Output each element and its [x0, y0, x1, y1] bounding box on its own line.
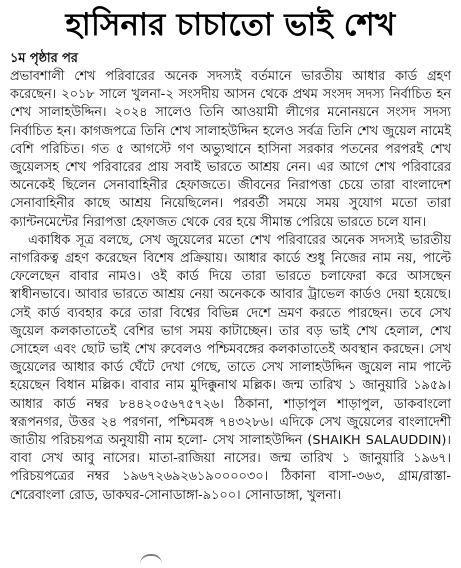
article-headline: হাসিনার চাচাতো ভাই শেখ: [65, 7, 396, 43]
paragraph-1: প্রভাবশালী শেখ পরিবারের অনেক সদস্যই বর্তমানে ভারতীয় আধার কার্ড গ্রহণ করেছেন। ২০১৮ সালে খুলনা-২ সংসদীয় আসন থেকে প্রথম সংসদ সদস্য নির্বাচিত হন শেখ সালাহউদ্দিন। ২০২৪ সালেও তিনি আওয়ামী লীগের মনোনয়নে সংসদ সদস্য নির্বাচিত হন। কাগজপত্রে তিনি শেখ সালাহউদ্দিন হলেও সর্বত্র তিনি শেখ জুয়েল নামেই বেশি পরিচিত। গত ৫ আগস্টে গণ অভ্যুত্থানে হাসিনা সরকার পতনের পরপরই শেখ জুয়েলসহ শেখ পরিবারের প্রায় সবাই ভারতে আশ্রয় নেন। এর আগে শেখ পরিবারের অনেকেই ছিলেন সেনাবাহিনীর হেফাজতে। জীবনের নিরাপত্তা চেয়ে তারা বাংলাদেশ সেনাবাহিনীর কাছে আশ্রয় নিয়েছিলেন। পরবর্তী সময়ে সময় সুযোগ মতো তারা ক্যান্টনমেন্টের নিরাপত্তা হেফাজত থেকে বের হয়ে সীমান্ত পেরিয়ে ভারতে চলে যান।: [10, 69, 451, 230]
paragraph-2: একাধিক সূত্র বলছে, সেখ জুয়েলের মতো শেখ পরিবারের অনেক সদস্যই ভারতীয় নাগরিকত্ব গ্রহণ করেছেন বিশেষ প্রক্রিয়ায়। আধার কার্ডে শুধু নিজের নাম নয়, পাল্টে ফেলেছেন বাবার নামও। ওই কার্ড দিয়ে তারা ভারতে চলাফেরা করে আসছেন স্বাধীনভাবে। আবার ভারতে আশ্রয় নেয়া অনেককে আবার ট্রাভেল কার্ডও দেয়া হয়েছে। সেই কার্ড ব্যবহার করে তারা বিশ্বের বিভিন্ন দেশে ভ্রমণ করতে পারছেন। তবে সেখ জুয়েল কলকাতাতেই বেশির ভাগ সময় কাটাচ্ছেন। তার বড় ভাই শেখ হেলাল, শেখ সোহেল এবং ছোট ভাই শেখ রুবেলও পশ্চিমবঙ্গের কলকাতাতেই অবস্থান করছেন। সেখ জুয়েলের আধার কার্ড ঘেঁটে দেখা গেছে, তাতে সেখ সালাহউদ্দিন জুয়েল নাম পাল্টে হয়েছেন বিধান মল্লিক। বাবার নাম মুদিক্কুনাথ মল্লিক। জন্ম তারিখ ১ জানুয়ারি ১৯৫৯। আধার কার্ড নম্বর ৮৪৪২০৫৬৭৫৭২৬। ঠিকানা, শাড়াপুল শাড়াপুল, ডাকবাংলো স্বরূপনগর, উত্তর ২৪ পরগনা, পশ্চিমবঙ্গ ৭৪৩২৮৬। এদিকে সেখ জুয়েলের বাংলাদেশী জাতীয় পরিচয়পত্র অনুযায়ী নাম হলো- সেখ সালাহউদ্দিন (SHAIKH SALAUDDIN)। বাবা সেখ আবু নাসের। মাতা-রাজিয়া নাসের। জন্ম তারিখ ১ জানুয়ারি ১৯৬৭। পরিচয়পত্রের নম্বর ১৯৬৭২৬৯২৬১৯০০০০৩০। ঠিকানা বাসা-৩৬৩, গ্রাম/রাস্তা- শেরেবাংলা রোড, ডাকঘর-সোনাডাঙ্গা-৯১০০। সোনাডাঙ্গা, খুলনা।: [10, 232, 451, 503]
continued-from-label: ১ম পৃষ্ঠার পর: [10, 51, 78, 66]
cut-off-next-line-mark: [140, 554, 162, 566]
